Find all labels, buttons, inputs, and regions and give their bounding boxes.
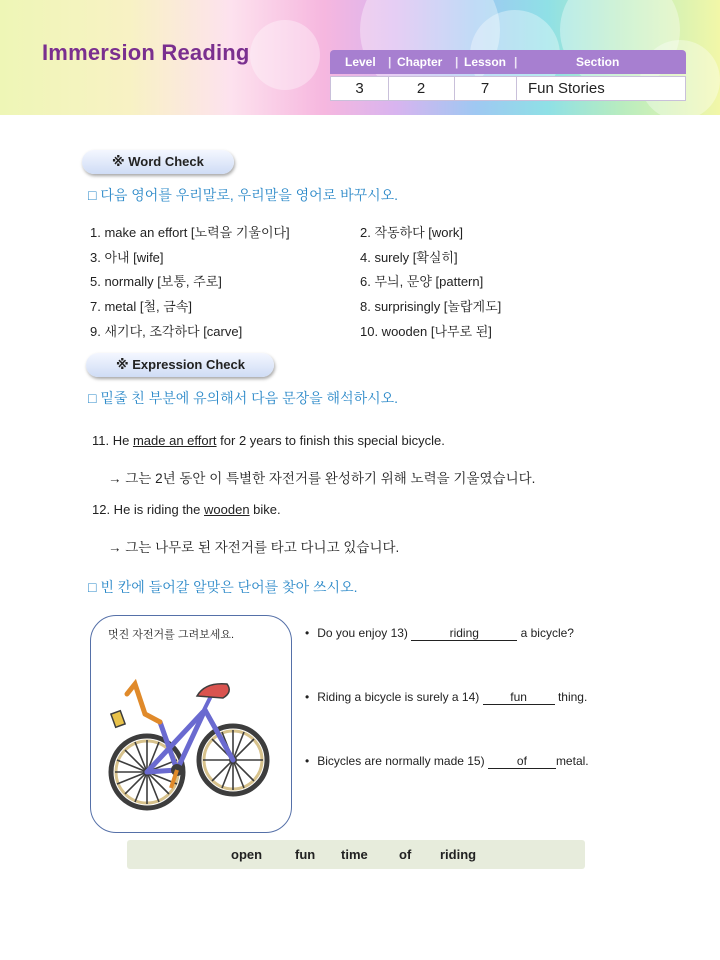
header-level: Level: [345, 55, 376, 69]
question-15: [305, 754, 589, 769]
vocab-item-6: 6. 무늬, 문양 [pattern]: [360, 274, 484, 289]
value-chapter: 2: [388, 77, 455, 100]
header-divider: |: [455, 55, 459, 69]
vocab-item-4: 4. surely [확실히]: [360, 250, 458, 265]
question-15-post: metal.: [555, 754, 589, 768]
vocab-item-3: 3. 아내 [wife]: [90, 250, 164, 265]
bicycle-illustration: [105, 674, 275, 814]
header-banner: [0, 0, 720, 115]
word-check-pill: ※ Word Check: [82, 150, 234, 174]
value-section: Fun Stories: [528, 80, 605, 97]
answer-14[interactable]: fun: [483, 691, 555, 705]
vocab-item-1: 1. make an effort [노력을 기울이다]: [90, 225, 290, 240]
answer-15[interactable]: of: [488, 755, 556, 769]
drawing-box: [90, 615, 292, 833]
word-bank-item: fun: [295, 847, 316, 862]
word-bank-item: of: [399, 847, 412, 862]
fill-blank-instruction: □ 빈 칸에 들어갈 알맞은 단어를 찾아 쓰시오.: [88, 579, 358, 595]
header-divider: |: [388, 55, 392, 69]
banner-title: Immersion Reading: [42, 40, 250, 65]
sentence-11-post: for 2 years to finish this special bicycle.: [216, 433, 445, 448]
word-bank-item: time: [341, 847, 368, 862]
value-lesson: 7: [454, 77, 517, 100]
vocab-item-2: 2. 작동하다 [work]: [360, 225, 463, 240]
word-bank-item: open: [231, 847, 263, 862]
question-14-pre: Riding a bicycle is surely a 14): [317, 690, 483, 704]
answer-13[interactable]: riding: [411, 627, 517, 641]
sentence-12-pre: 12. He is riding the: [92, 502, 205, 517]
header-chapter: Chapter: [397, 55, 443, 69]
drawing-label: 멋진 자전거를 그려보세요.: [108, 629, 235, 641]
question-15-pre: Bicycles are normally made 15): [317, 754, 488, 768]
vocab-item-10: 10. wooden [나무로 된]: [360, 324, 492, 339]
header-lesson: Lesson: [464, 55, 507, 69]
vocab-item-9: 9. 새기다, 조각하다 [carve]: [90, 324, 243, 339]
word-bank-item: riding: [440, 847, 477, 862]
vocab-item-8: 8. surprisingly [놀랍게도]: [360, 299, 502, 314]
bullet-13: •: [305, 626, 310, 640]
value-level: 3: [331, 77, 389, 100]
word-bank: [127, 840, 585, 869]
word-check-instruction: □ 다음 영어를 우리말로, 우리말을 영어로 바꾸시오.: [88, 187, 399, 203]
question-13-pre: Do you enjoy 13): [317, 626, 412, 640]
sentence-11: [92, 433, 445, 448]
expression-check-pill: ※ Expression Check: [86, 353, 274, 377]
sentence-12-post: bike.: [249, 502, 281, 517]
vocab-item-5: 5. normally [보통, 주로]: [90, 274, 222, 289]
bullet-14: •: [305, 690, 310, 704]
expression-check-instruction: □ 밑줄 친 부분에 유의해서 다음 문장을 해석하시오.: [88, 390, 399, 406]
bullet-15: •: [305, 754, 310, 768]
translation-12: → 그는 나무로 된 자전거를 타고 다니고 있습니다.: [108, 540, 400, 555]
lesson-table-values: [330, 76, 686, 101]
question-13: [305, 626, 574, 641]
translation-11: → 그는 2년 동안 이 특별한 자전거를 완성하기 위해 노력을 기울였습니다.: [108, 471, 536, 486]
sentence-12-underlined: wooden: [204, 502, 250, 517]
sentence-12: [92, 502, 281, 517]
sentence-11-underlined: made an effort: [132, 433, 217, 448]
vocab-item-7: 7. metal [철, 금속]: [90, 299, 192, 314]
header-divider: |: [514, 55, 518, 69]
question-14: [305, 690, 587, 705]
lesson-table-header: [330, 50, 686, 74]
question-13-post: a bicycle?: [517, 626, 574, 640]
sentence-11-pre: 11. He: [92, 433, 133, 448]
header-section: Section: [576, 55, 620, 69]
question-14-post: thing.: [554, 690, 588, 704]
